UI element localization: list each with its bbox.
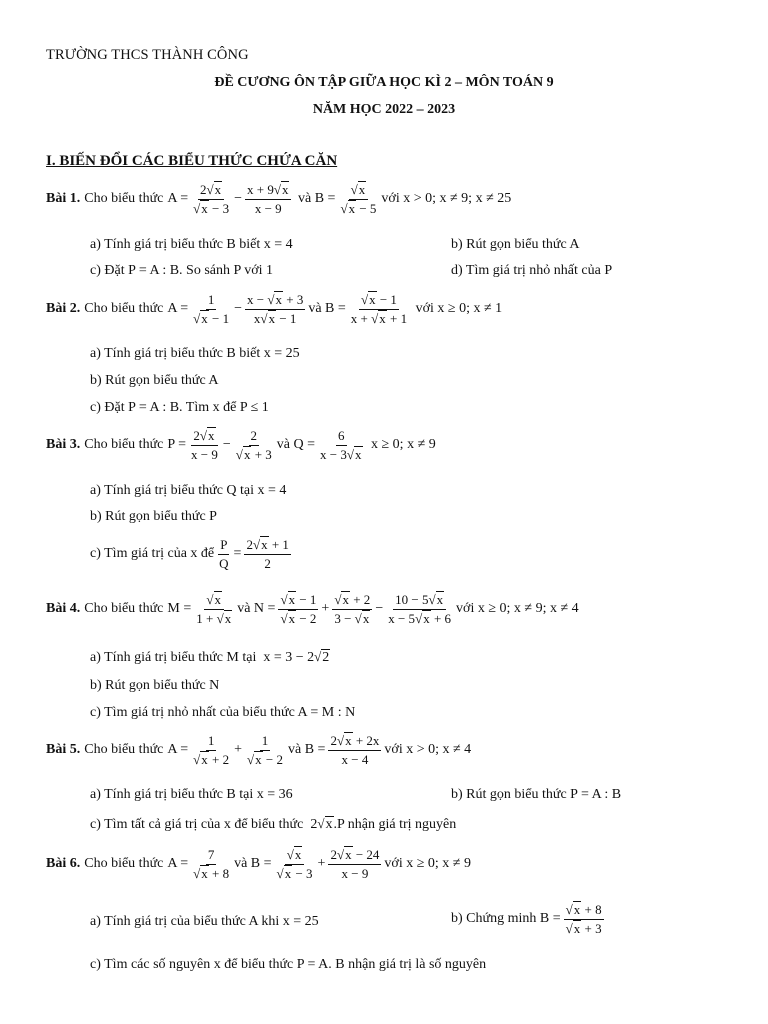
fraction: $\frac{2√x}{√x - 3}$ (193, 182, 230, 216)
problem-3-question-a: a) Tính giá trị biểu thức Q tại x = 4 (90, 483, 287, 498)
fraction: $\frac{√x + 8}{√x + 3}$ (565, 902, 602, 936)
problem-1-question-b: b) Rút gọn biểu thức A (451, 237, 580, 252)
problem-3-question-b: b) Rút gọn biểu thức P (90, 509, 217, 524)
problem-6-question-a: a) Tính giá trị của biểu thức A khi x = 25 (90, 914, 319, 929)
problem-4-intro: Cho biểu thức (84, 601, 164, 617)
problem-6-question-b-text: b) Chứng minh (451, 911, 537, 927)
problem-6-statement: Bài 6. Cho biểu thức A = $\frac{7}{√x + 8}$ và B = $\frac{√x}{√x - 3}$ + $\frac{2√x - 24}{x - 9}$ với x ≥ 0; x ≠ 9 (46, 847, 471, 881)
problem-2-question-c: c) Đặt P = A : B. Tìm x để P ≤ 1 (90, 400, 269, 415)
fraction: $\frac{√x}{√x - 5}$ (340, 182, 377, 216)
fraction: $\frac{2√x - 24}{x - 9}$ (330, 847, 380, 881)
problem-4-question-a: a) Tính giá trị biểu thức M tại x = 3 − 2√2 (90, 649, 330, 665)
fraction: $\frac{√x - 1}{√x - 2}$ (280, 592, 317, 626)
fraction: $\frac{√x}{√x - 3}$ (276, 847, 313, 881)
problem-4-statement: Bài 4. Cho biểu thức M = $\frac{√x}{1 + √x}$ và N = $\frac{√x - 1}{√x - 2}$ + $\frac{√x + 2}{3 - √x}$ − $\frac{10 - 5√x}{x - 5√x + 6}$ với x ≥ 0; x ≠ 9; x ≠ 4 (46, 592, 579, 626)
problem-4-condition: với x ≥ 0; x ≠ 9; x ≠ 4 (456, 601, 579, 617)
problem-4-question-a-text: a) Tính giá trị biểu thức M tại (90, 649, 257, 665)
problem-5-question-b: b) Rút gọn biểu thức P = A : B (451, 787, 622, 802)
problem-4-question-c: c) Tìm giá trị nhỏ nhất của biểu thức A = M : N (90, 705, 356, 720)
problem-5-intro: Cho biểu thức (84, 742, 164, 758)
problem-5-question-a: a) Tính giá trị biểu thức B tại x = 36 (90, 787, 293, 802)
fraction: $\frac{2}{√x + 3}$ (235, 428, 272, 462)
problem-3-label: Bài 3. (46, 437, 81, 453)
fraction: $\frac{1}{√x - 2}$ (247, 733, 283, 767)
problem-2-intro: Cho biểu thức (84, 301, 164, 317)
problem-5-question-c: c) Tìm tất cả giá trị của x để biểu thức 2√x .P nhận giá trị nguyên (90, 816, 457, 832)
problem-5-question-c-text: c) Tìm tất cả giá trị của x để biểu thức (90, 816, 304, 832)
problem-1-question-d: d) Tìm giá trị nhỏ nhất của P (451, 263, 613, 278)
problem-3-question-c-text: c) Tìm giá trị của x để (90, 546, 215, 562)
problem-4-label: Bài 4. (46, 601, 81, 617)
document-title: ĐỀ CƯƠNG ÔN TẬP GIỮA HỌC KÌ 2 – MÔN TOÁN 9 (214, 75, 554, 90)
problem-2-statement: Bài 2. Cho biểu thức A = $\frac{1}{√x - 1}$ − $\frac{x - √x + 3}{x√x - 1}$ và B = $\frac{√x - 1}{x + √x + 1}$ với x ≥ 0; x ≠ 1 (46, 292, 503, 326)
problem-3-statement: Bài 3. Cho biểu thức P = $\frac{2√x}{x - 9}$ − $\frac{2}{√x + 3}$ và Q = $\frac{6}{x - 3√x}$ x ≥ 0; x ≠ 9 (46, 428, 436, 462)
fraction: $\frac{√x}{1 + √x}$ (196, 592, 232, 626)
problem-4-question-b: b) Rút gọn biểu thức N (90, 678, 220, 693)
fraction: $\frac{2√x}{x - 9}$ (191, 428, 218, 462)
section-heading: I. BIẾN ĐỔI CÁC BIỂU THỨC CHỨA CĂN (46, 153, 338, 169)
problem-6-label: Bài 6. (46, 856, 81, 872)
problem-1-question-c: c) Đặt P = A : B. So sánh P với 1 (90, 263, 274, 278)
problem-3-condition: x ≥ 0; x ≠ 9 (371, 437, 436, 453)
problem-5-question-c-suffix: .P nhận giá trị nguyên (333, 816, 457, 832)
fraction: $\frac{6}{x - 3√x}$ (320, 428, 362, 462)
problem-1-statement: Bài 1. Cho biểu thức A = $\frac{2√x}{√x - 3}$ − $\frac{x + 9√x}{x - 9}$ và B = $\frac{√x}{√x - 5}$ với x > 0; x ≠ 9; x ≠ 25 (46, 182, 512, 216)
fraction: $\frac{7}{√x + 8}$ (193, 847, 230, 881)
problem-3-question-c: c) Tìm giá trị của x để $\frac{P}{Q}$ = $\frac{2√x + 1}{2}$ (90, 537, 289, 571)
problem-6-condition: với x ≥ 0; x ≠ 9 (384, 856, 471, 872)
problem-1-label: Bài 1. (46, 191, 81, 207)
fraction: $\frac{√x + 2}{3 - √x}$ (334, 592, 371, 626)
problem-2-question-b: b) Rút gọn biểu thức A (90, 373, 219, 388)
problem-1-intro: Cho biểu thức (84, 191, 164, 207)
fraction: $\frac{x + 9√x}{x - 9}$ (245, 183, 291, 215)
problem-1-question-a: a) Tính giá trị biểu thức B biết x = 4 (90, 237, 293, 252)
fraction: $\frac{P}{Q}$ (219, 537, 229, 571)
problem-1-condition: với x > 0; x ≠ 9; x ≠ 25 (381, 191, 512, 207)
fraction: $\frac{1}{√x - 1}$ (193, 292, 230, 326)
problem-5-label: Bài 5. (46, 742, 81, 758)
fraction: $\frac{10 - 5√x}{x - 5√x + 6}$ (388, 592, 452, 626)
fraction: $\frac{2√x + 1}{2}$ (246, 537, 289, 571)
fraction: $\frac{x - √x + 3}{x√x - 1}$ (247, 292, 304, 326)
school-year: NĂM HỌC 2022 – 2023 (312, 102, 456, 117)
fraction: $\frac{1}{√x + 2}$ (193, 733, 230, 767)
problem-2-question-a: a) Tính giá trị biểu thức B biết x = 25 (90, 346, 300, 361)
problem-5-condition: với x > 0; x ≠ 4 (384, 742, 472, 758)
fraction: $\frac{2√x + 2x}{x - 4}$ (330, 733, 380, 767)
problem-6-question-c: c) Tìm các số nguyên x để biểu thức P = A. B nhận giá trị là số nguyên (90, 957, 487, 972)
problem-5-statement: Bài 5. Cho biểu thức A = $\frac{1}{√x + 2}$ + $\frac{1}{√x - 2}$ và B = $\frac{2√x + 2x}{x - 4}$ với x > 0; x ≠ 4 (46, 733, 472, 767)
problem-2-label: Bài 2. (46, 301, 81, 317)
problem-6-question-b: b) Chứng minh B = $\frac{√x + 8}{√x + 3}$ (451, 902, 602, 936)
school-name: TRƯỜNG THCS THÀNH CÔNG (46, 47, 249, 63)
problem-3-intro: Cho biểu thức (84, 437, 164, 453)
problem-6-intro: Cho biểu thức (84, 856, 164, 872)
problem-2-condition: với x ≥ 0; x ≠ 1 (415, 301, 503, 317)
fraction: $\frac{√x - 1}{x + √x + 1}$ (350, 292, 408, 326)
